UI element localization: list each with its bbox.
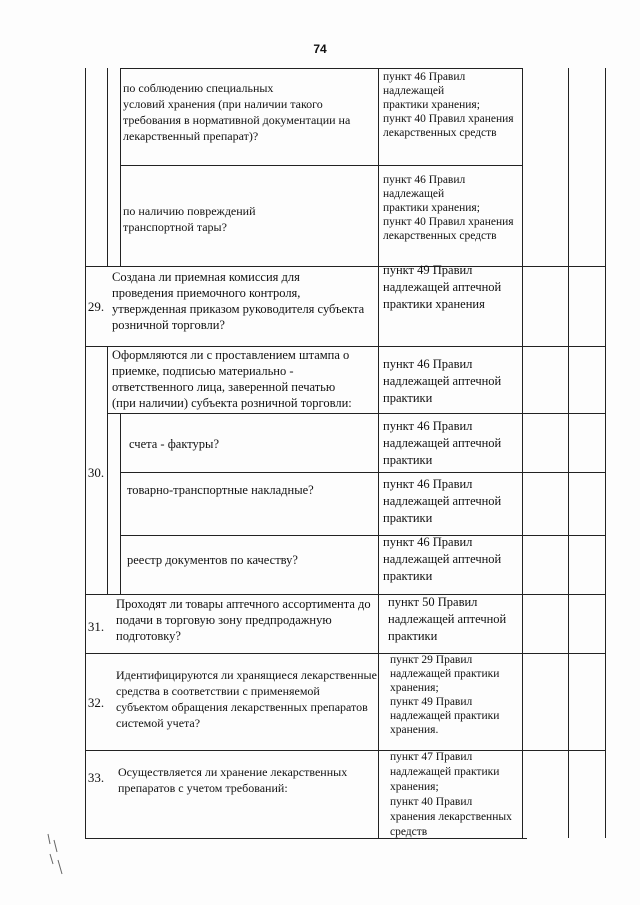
scan-artifact-marks bbox=[40, 830, 70, 880]
question-31: Проходят ли товары аптечного ассортимента до подачи в торговую зону предпродажную подготовку? bbox=[116, 597, 371, 643]
subitem-invoices: счета - фактуры? bbox=[129, 437, 220, 451]
row-number-30: 30. bbox=[87, 465, 105, 480]
reference-storage-conditions: пункт 46 Правил надлежащей практики хранения; пункт 40 Правил хранения лекарственных средств bbox=[383, 71, 514, 139]
row-number-29: 29. bbox=[87, 299, 105, 314]
question-29: Создана ли приемная комиссия для проведения приемочного контроля, утвержденная приказом руководителя субъекта розничной торговли? bbox=[112, 270, 365, 332]
subitem-waybills: товарно-транспортные накладные? bbox=[127, 483, 314, 497]
reference-waybills: пункт 46 Правил надлежащей аптечной практики bbox=[383, 477, 502, 525]
subitem-storage-conditions: по соблюдению специальных условий хранения (при наличии такого требования в нормативной документации на лекарственный препарат)? bbox=[123, 81, 351, 143]
reference-29: пункт 49 Правил надлежащей аптечной практики хранения bbox=[383, 263, 502, 311]
row-number-33: 33. bbox=[87, 770, 105, 785]
reference-31: пункт 50 Правил надлежащей аптечной практики bbox=[388, 595, 507, 643]
reference-33: пункт 47 Правил надлежащей практики хранения; пункт 40 Правил хранения лекарственных средств bbox=[390, 751, 512, 838]
subitem-quality-register: реестр документов по качеству? bbox=[127, 553, 298, 567]
subitem-transport-damage: по наличию повреждений транспортной тары? bbox=[123, 204, 256, 234]
question-32: Идентифицируются ли хранящиеся лекарственные средства в соответствии с применяемой субъектом обращения лекарственных препаратов системой учета? bbox=[116, 668, 377, 730]
reference-transport-damage: пункт 46 Правил надлежащей практики хранения; пункт 40 Правил хранения лекарственных средств bbox=[383, 174, 514, 242]
reference-32: пункт 29 Правил надлежащей практики хранения; пункт 49 Правил надлежащей практики хранения. bbox=[390, 654, 500, 736]
row-number-31: 31. bbox=[87, 619, 105, 634]
reference-invoices: пункт 46 Правил надлежащей аптечной практики bbox=[383, 419, 502, 467]
reference-quality-register: пункт 46 Правил надлежащей аптечной практики bbox=[383, 535, 502, 583]
question-30: Оформляются ли с проставлением штампа о приемке, подписью материально - ответственного лица, заверенной печатью (при наличии) субъекта розничной торговли: bbox=[112, 348, 352, 410]
row-number-32: 32. bbox=[87, 695, 105, 710]
question-33: Осуществляется ли хранение лекарственных препаратов с учетом требований: bbox=[118, 765, 348, 795]
reference-30: пункт 46 Правил надлежащей аптечной практики bbox=[383, 357, 502, 405]
page-number: 74 bbox=[313, 42, 327, 56]
